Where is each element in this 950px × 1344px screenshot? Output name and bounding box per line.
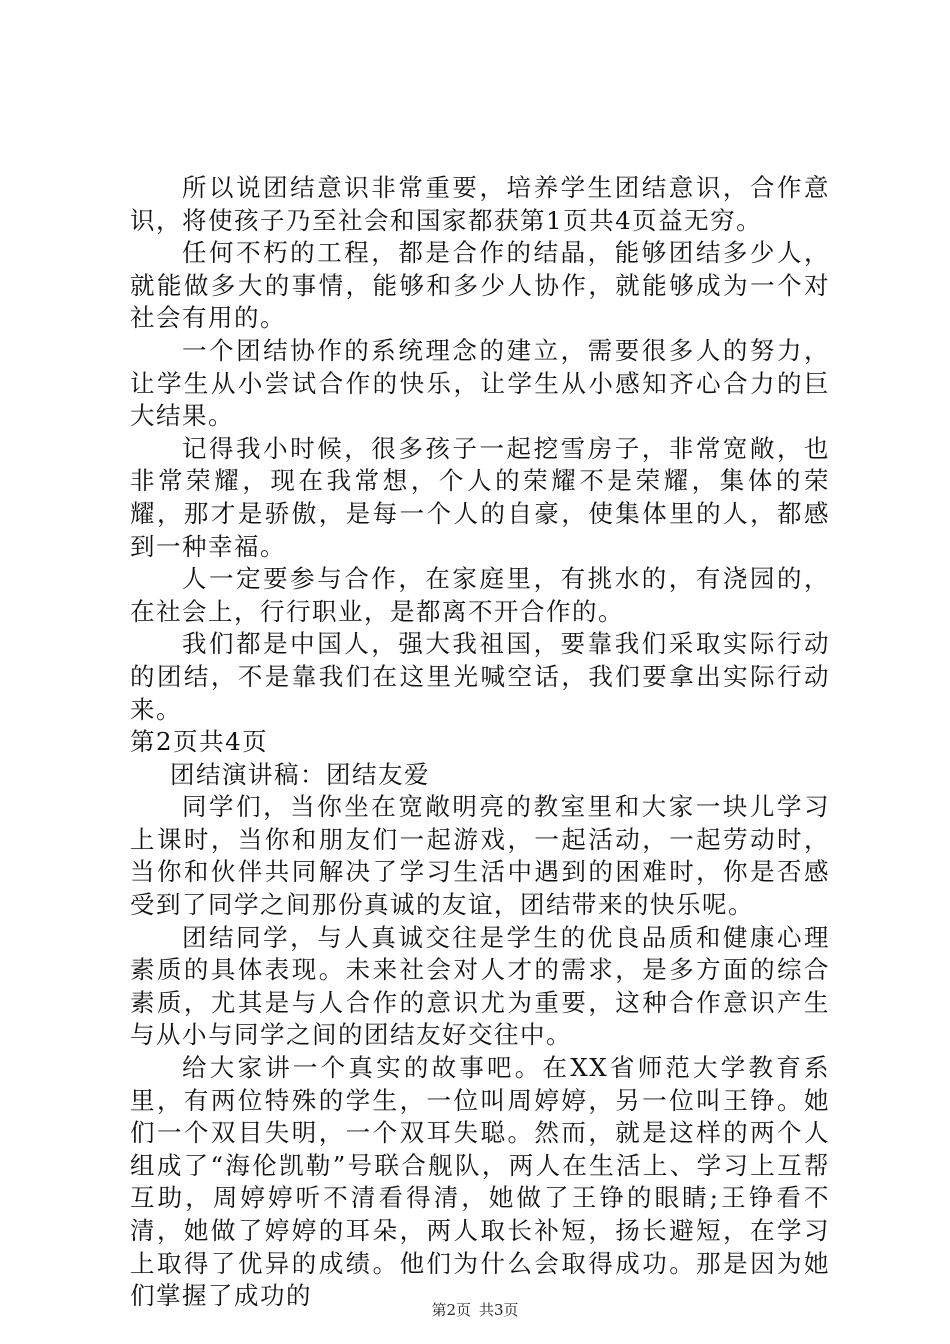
page-footer: [0, 1300, 950, 1320]
document-body: [130, 172, 830, 1313]
paragraph: 我们都是中国人，强大我祖国，要靠我们采取实际行动的团结，不是靠我们在这里光喊空话，我们要拿出实际行动来。: [130, 629, 830, 724]
footer-total-pages: 共3页: [479, 1301, 519, 1319]
paragraph: 任何不朽的工程，都是合作的结晶，能够团结多少人，就能做多大的事情，能够和多少人协作，就能够成为一个对社会有用的。: [130, 238, 830, 333]
paragraph: 一个团结协作的系统理念的建立，需要很多人的努力，让学生从小尝试合作的快乐，让学生从小感知齐心合力的巨大结果。: [130, 335, 830, 431]
paragraph: 给大家讲一个真实的故事吧。在XX省师范大学教育系里，有两位特殊的学生，一位叫周婷婷，另一位叫王铮。她们一个双目失明，一个双耳失聪。然而，就是这样的两个人组成了“海伦凯勒”号联合舰队，两人在生活上、学习上互帮互助，周婷婷听不清看得清，她做了王铮的眼睛;王铮看不清，她做了婷婷的耳朵，两人取长补短，扬长避短，在学习上取得了优异的成绩。他们为什么会取得成功。那是因为她们掌握了成功的: [130, 1053, 830, 1311]
paragraph: 同学们，当你坐在宽敞明亮的教室里和大家一块儿学习上课时，当你和朋友们一起游戏，一起活动，一起劳动时，当你和伙伴共同解决了学习生活中遇到的困难时，你是否感受到了同学之间那份真诚的友谊，团结带来的快乐呢。: [130, 792, 830, 920]
paragraph: 人一定要参与合作，在家庭里，有挑水的，有浇园的，在社会上，行行职业，是都离不开合作的。: [130, 564, 830, 626]
footer-page-number: 第2页: [431, 1301, 471, 1319]
paragraph: 记得我小时候，很多孩子一起挖雪房子，非常宽敞，也非常荣耀，现在我常想，个人的荣耀不是荣耀，集体的荣耀，那才是骄傲，是每一个人的自豪，使集体里的人，都感到一种幸福。: [130, 433, 830, 561]
section-subtitle: 团结演讲稿：团结友爱: [170, 759, 430, 789]
paragraph: 团结同学，与人真诚交往是学生的优良品质和健康心理素质的具体表现。未来社会对人才的需求，是多方面的综合素质，尤其是与人合作的意识尤为重要，这种合作意识产生与从小与同学之间的团结友好交往中。: [130, 922, 830, 1050]
page-marker: 第2页共4页: [130, 727, 269, 757]
paragraph: 所以说团结意识非常重要，培养学生团结意识，合作意识，将使孩子乃至社会和国家都获第1页共4页益无穷。: [130, 173, 830, 235]
